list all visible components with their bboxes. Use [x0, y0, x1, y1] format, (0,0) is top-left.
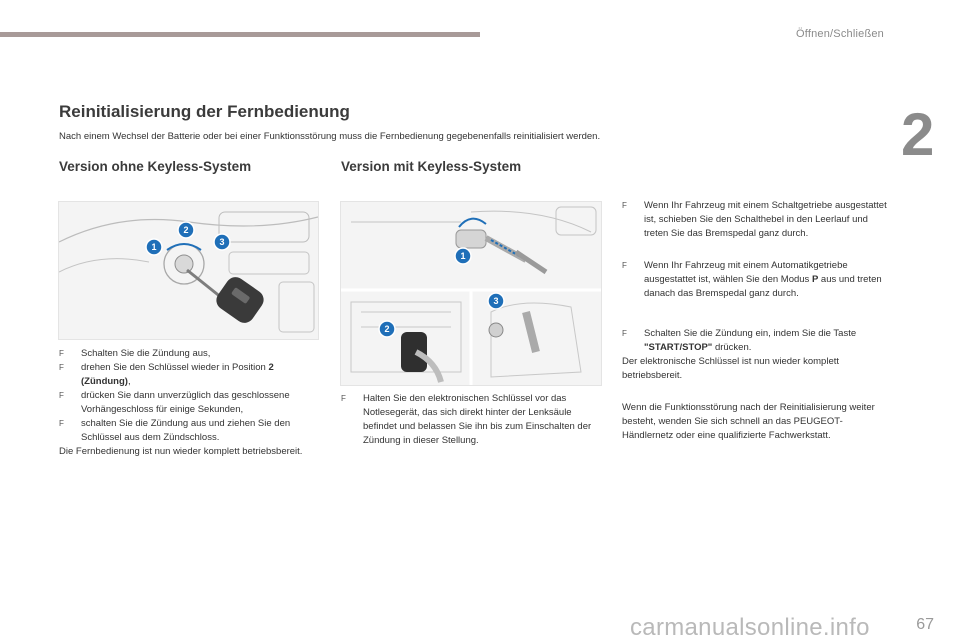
callout-3 [214, 234, 230, 250]
svg-text:1: 1 [151, 242, 157, 252]
callout-1 [455, 248, 471, 264]
chapter-number: 2 [901, 101, 935, 168]
list-item: F Halten Sie den elektronischen Schlüssel vor das Notlesegerät, das sich direkt hinter der Lenksäule befindet und belassen Sie ihn bis zum Einschalten der Zündung in dieser Stellung. [341, 393, 592, 446]
callouts-middle [341, 202, 601, 385]
figure-keyless [340, 201, 602, 386]
header-bar [0, 32, 480, 37]
figure-ignition-key [58, 201, 319, 340]
page-number: 67 [916, 616, 934, 633]
middle-instructions [341, 392, 601, 448]
list-item: F Wenn Ihr Fahrzeug mit einem Automatikgetriebe ausgestattet ist, wählen Sie den Modus P aus und treten danach das Bremspedal ganz durch. [622, 260, 882, 299]
svg-text:3: 3 [219, 237, 225, 247]
left-instructions [59, 347, 321, 459]
section-label: Öffnen/Schließen [796, 28, 884, 40]
callout-2 [178, 222, 194, 238]
callout-2 [379, 321, 395, 337]
heading-with-keyless: Version mit Keyless-System [341, 159, 522, 174]
callout-1 [146, 239, 162, 255]
list-item: F Wenn Ihr Fahrzeug mit einem Schaltgetriebe ausgestattet ist, schieben Sie den Schalthebel in den Leerlauf und treten Sie das Bremspedal ganz durch. [622, 200, 887, 239]
callouts-left [59, 202, 318, 339]
svg-text:2: 2 [183, 225, 189, 235]
svg-text:2: 2 [384, 324, 390, 334]
page-title: Reinitialisierung der Fernbedienung [59, 102, 350, 121]
list-item: F schalten Sie die Zündung aus und ziehen Sie den Schlüssel aus dem Zündschloss. [59, 418, 291, 443]
heading-without-keyless: Version ohne Keyless-System [59, 159, 252, 174]
svg-text:3: 3 [493, 296, 499, 306]
note-text: Wenn die Funktionsstörung nach der Reinitialisierung weiter besteht, wenden Sie sich schnell an das PEUGEOT-Händlernetz oder eine qualifizierte Fachwerkstatt. [622, 402, 875, 441]
callout-3 [488, 293, 504, 309]
list-item: F Schalten Sie die Zündung ein, indem Sie die Taste "START/STOP" drücken. [622, 328, 857, 353]
right-instructions [622, 199, 890, 443]
result-text: Die Fernbedienung ist nun wieder komplett betriebsbereit. [59, 446, 303, 457]
svg-text:1: 1 [460, 251, 466, 261]
result-text: Der elektronische Schlüssel ist nun wieder komplett betriebsbereit. [622, 356, 840, 381]
list-item: F drehen Sie den Schlüssel wieder in Position 2 (Zündung), [59, 362, 274, 387]
list-item: F drücken Sie dann unverzüglich das geschlossene Vorhängeschloss für einige Sekunden, [59, 390, 290, 415]
list-item: F Schalten Sie die Zündung aus, [59, 348, 211, 359]
intro-text: Nach einem Wechsel der Batterie oder bei einer Funktionsstörung muss die Fernbedienung gegebenenfalls reinitialisiert werden. [59, 131, 601, 142]
watermark: carmanualsonline.info [630, 614, 870, 641]
